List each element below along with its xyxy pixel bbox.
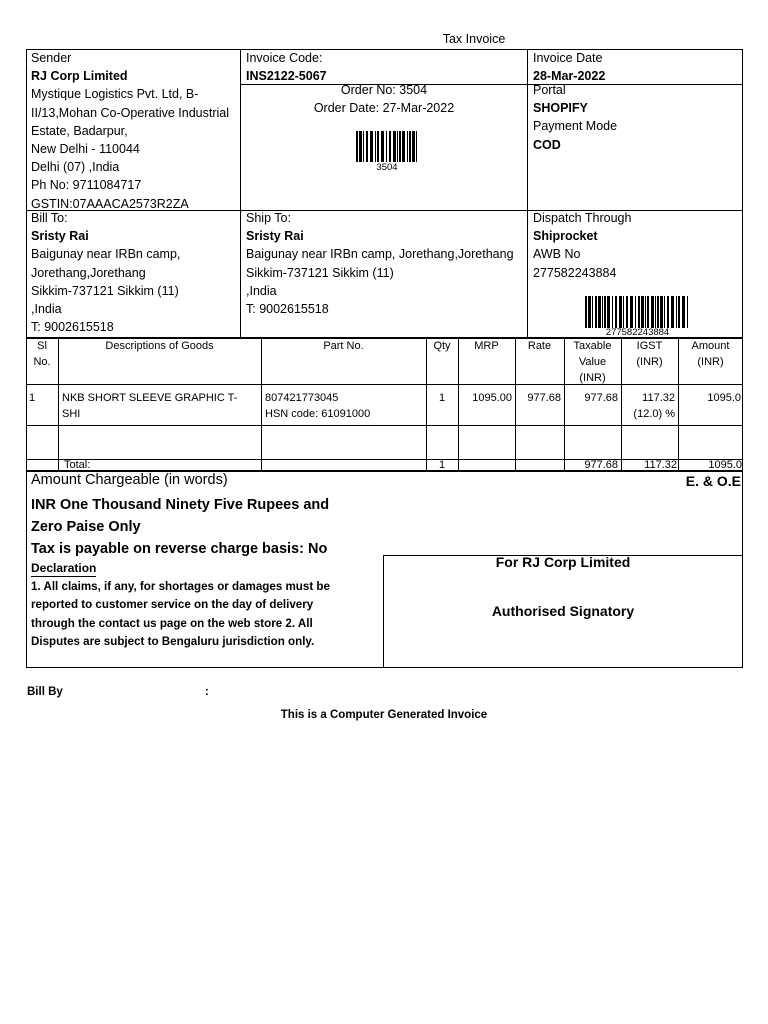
amount-words-line: Zero Paise Only: [31, 519, 141, 535]
row-igst: [621, 390, 675, 422]
row-qty: 1: [438, 392, 446, 404]
barcode-stripe: [412, 131, 415, 162]
row-taxable: 977.68: [584, 392, 618, 404]
barcode-stripe: [409, 131, 411, 162]
divider: [58, 338, 59, 471]
order-number: Order No: 3504: [340, 83, 428, 97]
barcode-stripe: [671, 296, 674, 328]
invoice-code: INS2122-5067: [246, 69, 327, 84]
barcode-stripe: [687, 296, 688, 328]
header-rate: Rate: [527, 340, 552, 352]
divider: [26, 384, 743, 385]
barcode-stripe: [359, 131, 362, 162]
ship-to-phone: T: 9002615518: [246, 302, 329, 317]
barcode-stripe: [647, 296, 649, 328]
bill-to-address-line: Jorethang,Jorethang: [31, 265, 146, 280]
ship-to-block: [246, 209, 514, 318]
amount-words-label: Amount Chargeable (in words): [31, 472, 228, 488]
row-text: SHI: [62, 408, 81, 420]
barcode-stripe: [585, 296, 587, 328]
ship-to-address-line: Sikkim-737121 Sikkim (11): [246, 265, 394, 280]
bill-to-label: Bill To:: [31, 211, 68, 225]
ship-to-address-line: ,India: [246, 283, 277, 298]
declaration-line: 1. All claims, if any, for shortages or damages must be: [31, 580, 330, 593]
divider: [261, 338, 262, 471]
total-qty: 1: [438, 459, 446, 471]
amount-words: [31, 494, 329, 560]
header-text: Value: [578, 356, 607, 368]
barcode-stripe: [375, 131, 376, 162]
declaration-line: reported to customer service on the day of delivery: [31, 598, 314, 612]
divider: [527, 49, 528, 338]
header-text: Taxable: [573, 340, 612, 352]
dispatch-block: [533, 209, 631, 282]
barcode-stripe: [615, 296, 617, 328]
row-amount: 1095.0: [707, 392, 741, 404]
barcode-stripe: [377, 131, 379, 162]
payment-mode-label: Payment Mode: [533, 119, 618, 134]
sender-block: [31, 49, 229, 213]
bill-to-block: [31, 209, 180, 336]
total-igst: 117.32: [644, 459, 677, 471]
barcode-stripe: [651, 296, 654, 328]
dispatch-label: Dispatch Through: [533, 211, 632, 225]
invoice-date-label: Invoice Date: [533, 51, 603, 65]
barcode-stripe: [393, 131, 396, 162]
header-taxable: [564, 338, 621, 386]
reverse-charge-note: Tax is payable on reverse charge basis: No: [31, 541, 328, 557]
total-amount: 1095.0: [708, 459, 742, 471]
barcode-stripe: [635, 296, 636, 328]
bill-to-address-line: Baigunay near IRBn camp,: [31, 247, 181, 262]
barcode-stripe: [592, 296, 593, 328]
barcode-stripe: [399, 131, 401, 162]
sender-address-line: Estate, Badarpur,: [31, 123, 128, 138]
row-rate: 977.68: [527, 392, 561, 404]
order-info: [241, 81, 527, 117]
declaration-line: Disputes are subject to Bengaluru jurisdiction only.: [31, 634, 315, 648]
total-label: Total:: [64, 459, 91, 471]
barcode-stripe: [607, 296, 610, 328]
barcode-stripe: [667, 296, 669, 328]
awb-label: AWB No: [533, 247, 581, 262]
portal-value: SHOPIFY: [533, 101, 588, 116]
barcode-stripe: [676, 296, 677, 328]
for-company: For RJ Corp Limited: [495, 554, 631, 570]
sender-phone: Ph No: 9711084717: [31, 178, 142, 193]
invoice-date: 28-Mar-2022: [533, 69, 606, 84]
header-text: Sl: [37, 340, 47, 352]
header-qty: Qty: [433, 340, 451, 352]
row-mrp: 1095.00: [472, 392, 512, 404]
order-barcode-text: 3504: [376, 162, 398, 173]
divider: [241, 84, 527, 85]
dispatch-carrier: Shiprocket: [533, 229, 598, 244]
document-title: Tax Invoice: [442, 32, 506, 46]
barcode-stripe: [381, 131, 384, 162]
sender-address-line: II/13,Mohan Co-Operative Industrial: [31, 105, 230, 120]
header-amount: [678, 338, 743, 370]
barcode-stripe: [664, 296, 665, 328]
barcode-stripe: [389, 131, 391, 162]
declaration-title: Declaration: [31, 561, 97, 575]
row-text: (12.0) %: [633, 408, 675, 420]
barcode-stripe: [619, 296, 622, 328]
barcode-stripe: [402, 131, 405, 162]
sender-gstin: GSTIN:07AAACA2573R2ZA: [31, 196, 189, 211]
row-text: HSN code: 61091000: [265, 408, 371, 420]
header-igst: [621, 338, 678, 370]
barcode-stripe: [397, 131, 398, 162]
ship-to-address-line: Baigunay near IRBn camp, Jorethang,Jorethang: [246, 247, 514, 262]
header-sl: [26, 338, 58, 370]
awb-barcode: [585, 296, 690, 328]
barcode-stripe: [370, 131, 373, 162]
sender-address-line: New Delhi - 110044: [31, 142, 140, 157]
barcode-stripe: [604, 296, 606, 328]
row-sl: 1: [29, 392, 36, 404]
divider: [26, 425, 743, 426]
order-barcode: [356, 131, 418, 162]
computer-generated-note: This is a Computer Generated Invoice: [280, 709, 488, 721]
header-text: Amount: [691, 340, 730, 352]
barcode-stripe: [682, 296, 685, 328]
portal-block: [533, 81, 617, 154]
header-description: Descriptions of Goods: [105, 340, 214, 352]
amount-words-line: INR One Thousand Ninety Five Rupees and: [31, 497, 330, 513]
sender-address-line: Mystique Logistics Pvt. Ltd, B-: [31, 87, 199, 102]
bill-to-address-line: Sikkim-737121 Sikkim (11): [31, 283, 179, 298]
order-date: Order Date: 27-Mar-2022: [313, 101, 455, 116]
bill-by-label: Bill By: [27, 686, 63, 698]
barcode-stripe: [366, 131, 368, 162]
ship-to-label: Ship To:: [246, 211, 291, 225]
barcode-stripe: [595, 296, 597, 328]
header-text: IGST: [636, 340, 663, 352]
authorised-signatory: Authorised Signatory: [491, 603, 635, 619]
barcode-stripe: [655, 296, 656, 328]
row-text: NKB SHORT SLEEVE GRAPHIC T-: [62, 392, 238, 404]
sender-name: RJ Corp Limited: [31, 69, 128, 84]
bill-to-name: Sristy Rai: [31, 229, 89, 244]
barcode-stripe: [638, 296, 640, 328]
header-mrp: MRP: [474, 340, 499, 352]
bill-to-address-line: ,India: [31, 302, 62, 317]
payment-mode: COD: [533, 137, 561, 152]
barcode-stripe: [588, 296, 591, 328]
barcode-stripe: [386, 131, 387, 162]
portal-label: Portal: [533, 83, 566, 97]
barcode-stripe: [660, 296, 663, 328]
barcode-stripe: [626, 296, 628, 328]
barcode-stripe: [641, 296, 644, 328]
barcode-stripe: [623, 296, 624, 328]
header-text: No.: [33, 356, 51, 368]
declaration-line: through the contact us page on the web store 2. All: [31, 616, 313, 630]
sender-address-line: Delhi (07) ,India: [31, 160, 120, 175]
invoice-date-block: [533, 49, 605, 85]
bill-to-phone: T: 9002615518: [31, 320, 114, 335]
barcode-stripe: [363, 131, 364, 162]
header-text: (INR): [636, 356, 663, 368]
invoice-code-label: Invoice Code:: [246, 51, 323, 65]
row-text: 807421773045: [265, 392, 339, 404]
bill-by-colon: :: [205, 686, 209, 698]
barcode-stripe: [598, 296, 601, 328]
row-description: [62, 390, 237, 422]
awb-barcode-text: 277582243884: [605, 327, 670, 338]
barcode-stripe: [612, 296, 613, 328]
barcode-stripe: [678, 296, 680, 328]
invoice-code-block: [246, 49, 327, 85]
barcode-stripe: [657, 296, 659, 328]
header-text: (INR): [579, 372, 606, 384]
header-text: (INR): [697, 356, 724, 368]
declaration-text: [31, 578, 330, 651]
barcode-stripe: [630, 296, 633, 328]
barcode-stripe: [602, 296, 603, 328]
row-text: 117.32: [642, 392, 675, 404]
barcode-stripe: [356, 131, 358, 162]
eoe-label: E. & O.E: [685, 473, 741, 489]
sender-label: Sender: [31, 51, 72, 65]
row-part-no: [265, 390, 370, 422]
total-taxable: 977.68: [584, 459, 618, 471]
barcode-stripe: [416, 131, 417, 162]
barcode-stripe: [645, 296, 646, 328]
header-part-no: Part No.: [323, 340, 364, 352]
barcode-stripe: [407, 131, 408, 162]
awb-number: 277582243884: [533, 265, 617, 280]
ship-to-name: Sristy Rai: [246, 229, 304, 244]
